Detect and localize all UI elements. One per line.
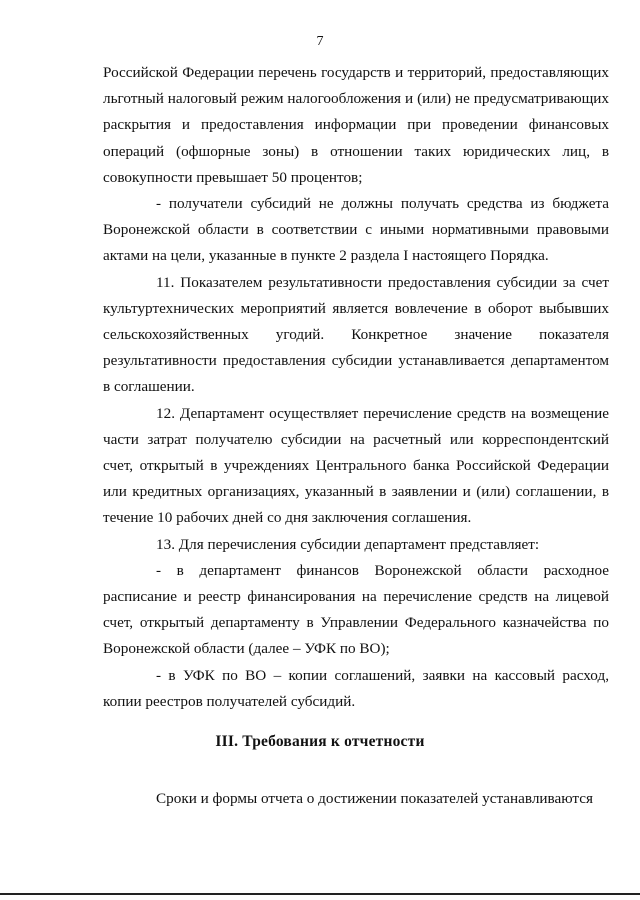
paragraph-12: 12. Департамент осуществляет перечисление средств на возмещение части затрат получателю субсидии на расчетный или корреспондентский счет, открытый в учреждениях Центрального банка Российской Федерации или кредитных организациях, указанный в заявлении и (или) соглашении, в течение 10 рабочих дней со дня заключения соглашения.	[103, 404, 609, 527]
paragraph-11: 11. Показателем результативности предоставления субсидии за счет культуртехнических мероприятий является вовлечение в оборот выбывших сельскохозяйственных угодий. Конкретное значение показателя результативности предоставления субсидии устанавливается департаментом в соглашении.	[103, 273, 609, 396]
section-heading: III. Требования к отчетности	[215, 733, 425, 750]
paragraph-13-item-1: - в департамент финансов Воронежской области расходное расписание и реестр финансирования на перечисление средств на лицевой счет, открытый департаменту в Управлении Федерального казначейства по Воронежской области (далее – УФК по ВО);	[103, 561, 609, 658]
reporting-section-body	[103, 786, 609, 812]
page-number: 7	[316, 34, 324, 49]
paragraph-13: 13. Для перечисления субсидии департамент представляет:	[156, 535, 540, 553]
paragraph-13-item-2: - в УФК по ВО – копии соглашений, заявки на кассовый расход, копии реестров получателей субсидий.	[103, 666, 609, 710]
bottom-edge-line	[0, 893, 640, 895]
page-body	[103, 60, 609, 715]
paragraph-continuation: Российской Федерации перечень государств и территорий, предоставляющих льготный налоговый режим налогообложения и (или) не предусматривающих раскрытия и предоставления информации при проведении финансовых операций (офшорные зоны) в отношении таких юридических лиц, в совокупности превышает 50 процентов;	[103, 64, 609, 186]
paragraph-budget-condition: - получатели субсидий не должны получать средства из бюджета Воронежской области в соответствии с иными нормативными правовыми актами на цели, указанные в пункте 2 раздела I настоящего Порядка.	[103, 195, 609, 265]
paragraph-reporting: Сроки и формы отчета о достижении показателей устанавливаются	[156, 790, 593, 807]
